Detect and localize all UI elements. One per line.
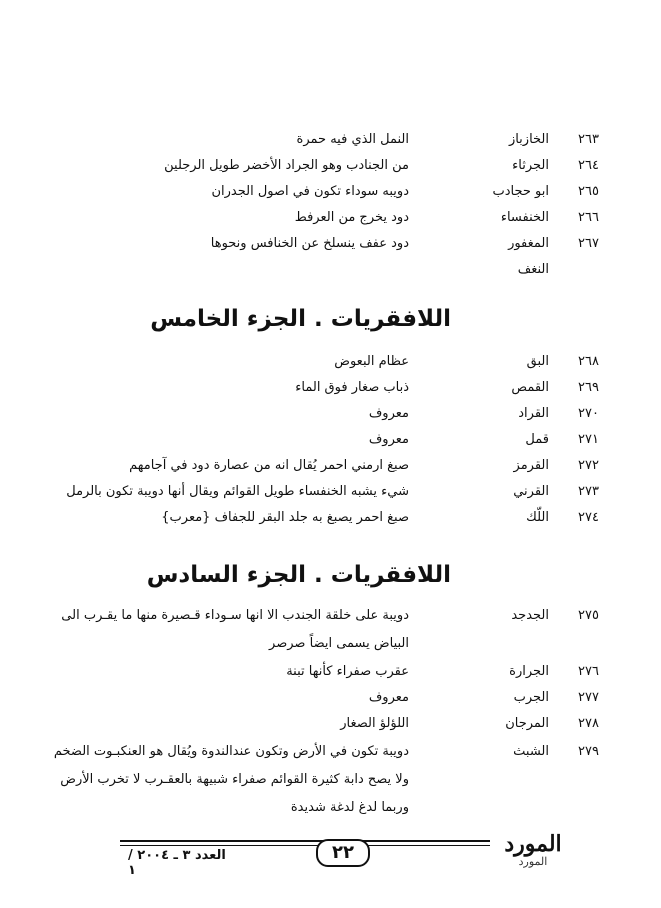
entry-definition: معروف xyxy=(368,690,409,705)
entry-number: ٢٧١ xyxy=(578,432,599,447)
page-number: ٢٢ xyxy=(316,839,370,867)
logo-subtext: المورد xyxy=(518,855,548,868)
entry-row xyxy=(0,180,661,204)
entry-number: ٢٧٠ xyxy=(578,406,599,421)
entry-word: اللّك xyxy=(526,510,549,525)
entry-word: الخازباز xyxy=(508,132,549,147)
entry-definition: دويبه سوداء تكون في اصول الجدران xyxy=(211,184,409,199)
entry-definition-continued: ولا يصح دابة كثيرة القوائم صفراء شبيهة بالعقـرب لا تخرب الأرض xyxy=(60,772,409,787)
entry-number: ٢٧٣ xyxy=(578,484,599,499)
entry-number: ٢٦٤ xyxy=(578,158,599,173)
entry-definition: عظام البعوض xyxy=(334,354,409,369)
entry-word: النغف xyxy=(517,262,549,277)
entry-number: ٢٦٣ xyxy=(578,132,599,147)
entry-row xyxy=(0,428,661,452)
entry-definition: دود يخرج من العرفط xyxy=(294,210,409,225)
entry-definition: عقرب صفراء كأنها تبنة xyxy=(286,664,409,679)
entry-word: المغفور xyxy=(508,236,549,251)
entry-row xyxy=(0,258,661,282)
entry-definition-continued: البياض يسمى ايضاً صرصر xyxy=(269,636,409,651)
entry-definition: من الجنادب وهو الجراد الأخضر طويل الرجلين xyxy=(164,158,409,173)
entry-row xyxy=(0,740,661,764)
entry-row xyxy=(0,686,661,710)
entry-row xyxy=(0,480,661,504)
section-heading: اللافقريات . الجزء السادس xyxy=(146,562,451,588)
entry-row xyxy=(0,712,661,736)
entry-row xyxy=(0,660,661,684)
entry-number: ٢٧٧ xyxy=(578,690,599,705)
entry-number: ٢٧٢ xyxy=(578,458,599,473)
entry-row xyxy=(0,604,661,628)
entry-row xyxy=(0,232,661,256)
entry-number: ٢٧٥ xyxy=(578,608,599,623)
footer-rule xyxy=(120,845,490,846)
entry-definition: معروف xyxy=(368,432,409,447)
entry-number: ٢٦٨ xyxy=(578,354,599,369)
entry-definition: صبغ ارمني احمر يُقال انه من عصارة دود في آجامهم xyxy=(129,458,409,473)
entry-definition-continued: وربما لدغ لدغة شديدة xyxy=(290,800,409,815)
entry-number: ٢٧٨ xyxy=(578,716,599,731)
entry-definition: صبغ احمر يصبغ به جلد البقر للجفاف {معرب} xyxy=(161,510,409,525)
entry-row xyxy=(0,376,661,400)
logo-text: المورد xyxy=(504,831,562,857)
entry-continuation xyxy=(0,796,661,820)
entry-word: القرمز xyxy=(513,458,549,473)
entry-word: البق xyxy=(526,354,549,369)
entry-row xyxy=(0,128,661,152)
entry-word: الخنفساء xyxy=(500,210,549,225)
entry-definition: دويبة تكون في الأرض وتكون عندالندوة ويُقال هو العنكبـوت الضخم xyxy=(53,744,409,759)
entry-row xyxy=(0,506,661,530)
entry-row xyxy=(0,402,661,426)
entry-continuation xyxy=(0,768,661,792)
entry-row xyxy=(0,350,661,374)
entry-word: الجرب xyxy=(513,690,549,705)
entry-word: المرجان xyxy=(505,716,549,731)
entry-definition: ذباب صغار فوق الماء xyxy=(295,380,409,395)
entry-number: ٢٧٩ xyxy=(578,744,599,759)
entry-word: الجدجد xyxy=(511,608,549,623)
entry-definition: النمل الذي فيه حمرة xyxy=(296,132,409,147)
entry-row xyxy=(0,454,661,478)
entry-row xyxy=(0,154,661,178)
entry-continuation xyxy=(0,632,661,656)
entry-definition: دويبة على خلقة الجندب الا انها سـوداء قـصيرة منها ما يقـرب الى xyxy=(61,608,409,623)
entry-row xyxy=(0,206,661,230)
section-heading: اللافقريات . الجزء الخامس xyxy=(150,306,451,332)
entry-number: ٢٦٩ xyxy=(578,380,599,395)
entry-definition: شيء يشبه الخنفساء طويل القوائم ويقال أنها دويبة تكون بالرمل xyxy=(66,484,409,499)
entry-word: القراد xyxy=(518,406,549,421)
entry-number: ٢٧٤ xyxy=(578,510,599,525)
entry-number: ٢٦٥ xyxy=(578,184,599,199)
entry-definition: اللؤلؤ الصغار xyxy=(340,716,409,731)
journal-logo xyxy=(494,832,572,874)
entry-word: الشبث xyxy=(513,744,549,759)
entry-number: ٢٦٦ xyxy=(578,210,599,225)
entry-word: قمل xyxy=(525,432,549,447)
entry-definition: معروف xyxy=(368,406,409,421)
entry-word: القرني xyxy=(513,484,549,499)
entry-number: ٢٧٦ xyxy=(578,664,599,679)
entry-word: ابو حجادب xyxy=(492,184,549,199)
entry-word: الجرثاء xyxy=(512,158,549,173)
entry-word: الجرارة xyxy=(509,664,549,679)
entry-number: ٢٦٧ xyxy=(578,236,599,251)
entry-word: القمص xyxy=(511,380,549,395)
footer-rule xyxy=(120,840,490,842)
issue-label: العدد ٣ ـ ٢٠٠٤ / ١ xyxy=(128,848,226,878)
entry-definition: دود عفف ينسلخ عن الخنافس ونحوها xyxy=(210,236,409,251)
